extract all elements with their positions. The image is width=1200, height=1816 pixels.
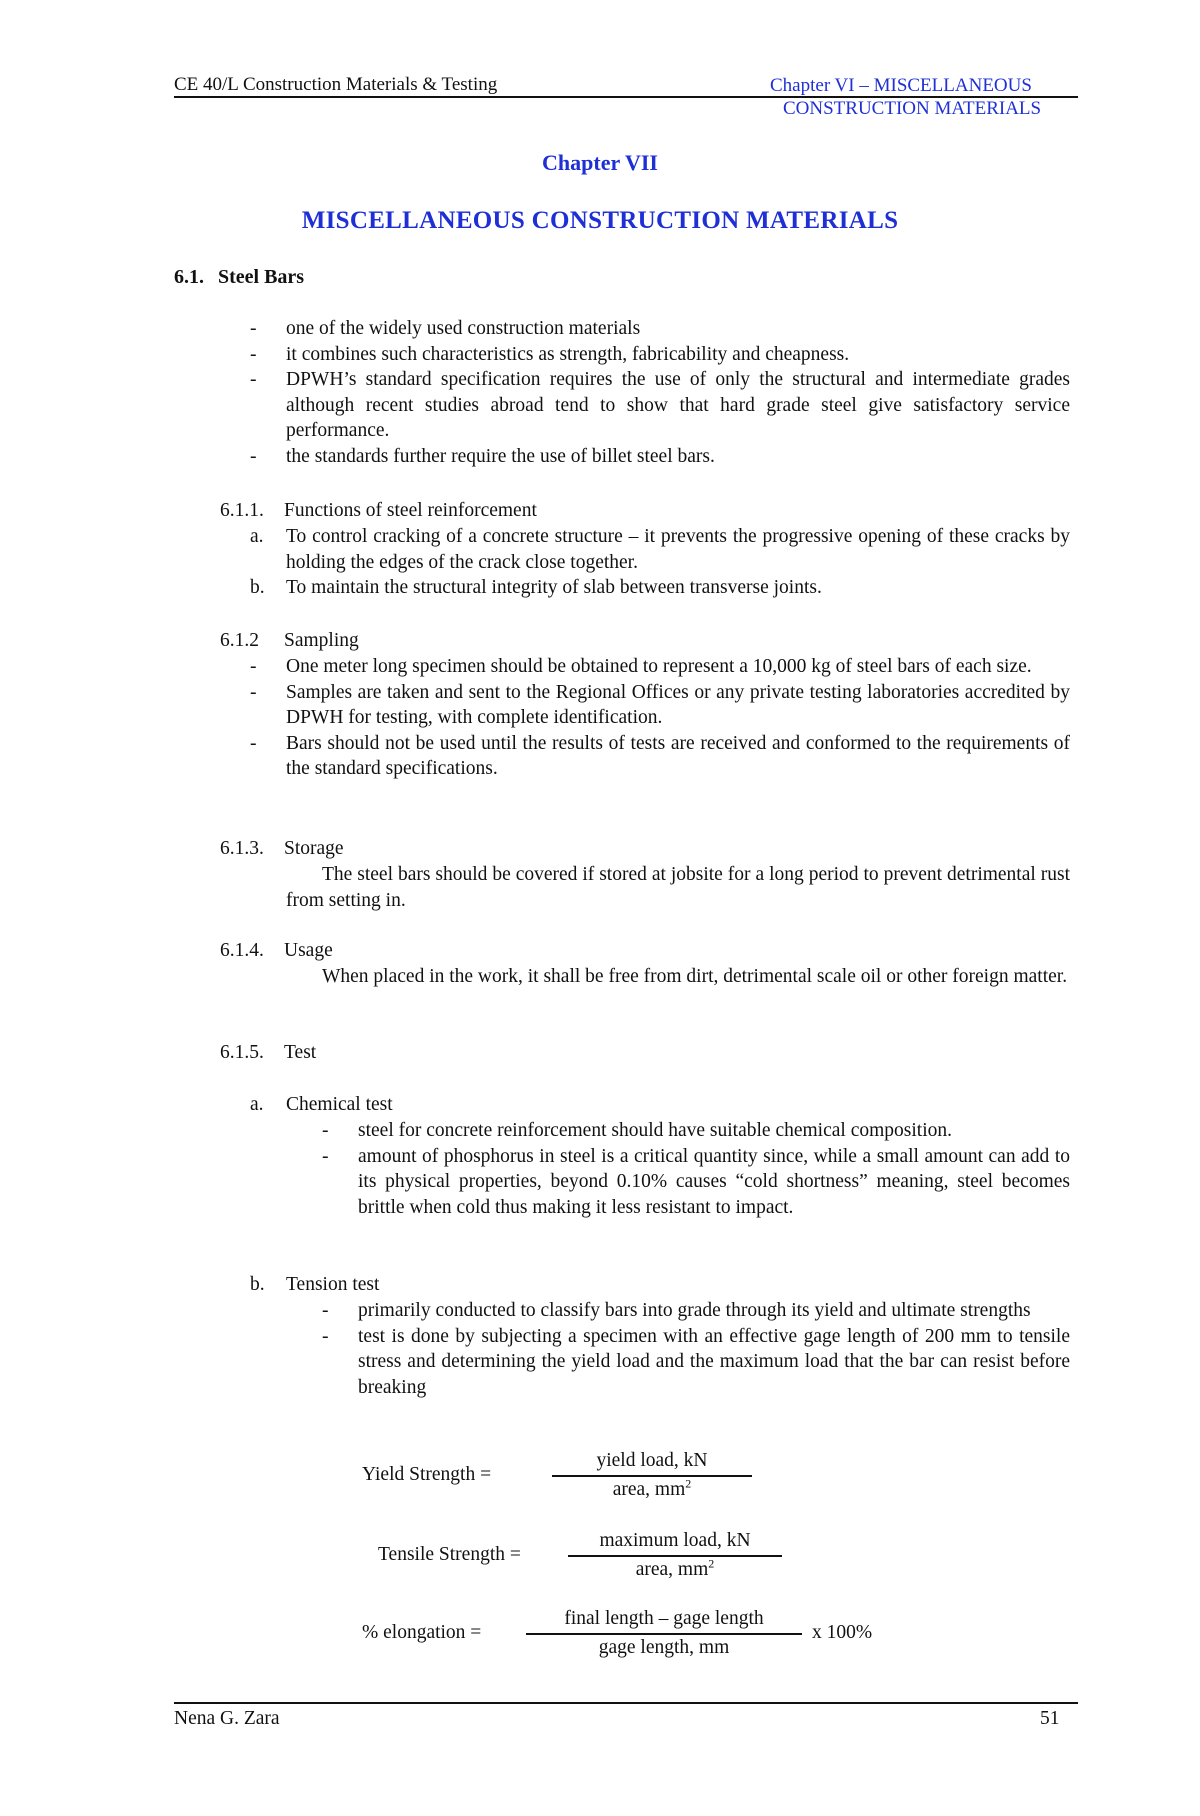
list-item-text: To control cracking of a concrete structure – it prevents the progressive opening of these cracks by holding the edges of the crack close together. bbox=[286, 526, 1070, 573]
list-item bbox=[322, 1298, 1070, 1324]
yield-strength-label: Yield Strength = bbox=[362, 1464, 492, 1485]
bullet-marker: - bbox=[322, 1120, 329, 1141]
usage-paragraph: When placed in the work, it shall be free from dirt, detrimental scale oil or other foreign matter. bbox=[322, 966, 1068, 987]
letter-marker: b. bbox=[250, 1274, 265, 1295]
sampling-list bbox=[250, 654, 1070, 782]
list-item-text: Bars should not be used until the results of tests are received and conformed to the requirements of the standard specifications. bbox=[286, 732, 1070, 779]
list-item bbox=[322, 1324, 1070, 1401]
fraction-numerator: maximum load, kN bbox=[599, 1530, 751, 1551]
page-title: MISCELLANEOUS CONSTRUCTION MATERIALS bbox=[301, 207, 899, 234]
section-title: Steel Bars bbox=[218, 266, 305, 288]
tension-test-heading bbox=[250, 1272, 379, 1298]
subsection-title: Functions of steel reinforcement bbox=[284, 500, 537, 521]
bullet-marker: - bbox=[250, 732, 257, 754]
fraction-denominator: gage length, mm bbox=[598, 1637, 730, 1658]
test-title: Tension test bbox=[286, 1274, 380, 1295]
page-number: 51 bbox=[1040, 1708, 1060, 1729]
bullet-marker: - bbox=[322, 1325, 329, 1347]
subsection-number: 6.1.3. bbox=[220, 838, 264, 859]
header-rule bbox=[174, 96, 1078, 98]
subsection-number: 6.1.2 bbox=[220, 630, 259, 651]
list-item-text: Samples are taken and sent to the Regional Offices or any private testing laboratories accredited by DPWH for testing, with complete identification. bbox=[286, 681, 1070, 728]
list-item bbox=[250, 575, 1070, 601]
subsection-heading-test bbox=[220, 1040, 316, 1066]
list-item bbox=[250, 731, 1070, 782]
subsection-number: 6.1.1. bbox=[220, 500, 264, 521]
bullet-marker: - bbox=[250, 369, 257, 390]
chemical-test-list bbox=[322, 1118, 1070, 1220]
list-item bbox=[322, 1144, 1070, 1221]
list-item bbox=[250, 654, 1070, 680]
chapter-label: Chapter VII bbox=[542, 150, 658, 175]
letter-marker: a. bbox=[250, 1094, 264, 1115]
list-item-text: DPWH’s standard specification requires the use of only the structural and intermediate grades although recent studies abroad tend to show that hard grade steel give satisfactory service performance. bbox=[286, 369, 1070, 441]
letter-marker: a. bbox=[250, 526, 264, 547]
section-number: 6.1. bbox=[174, 266, 204, 288]
list-item bbox=[250, 342, 1070, 368]
subsection-heading-functions bbox=[220, 498, 537, 524]
subsection-number: 6.1.5. bbox=[220, 1042, 264, 1063]
subsection-title: Storage bbox=[284, 838, 344, 859]
footer-rule bbox=[174, 1702, 1078, 1704]
subsection-number: 6.1.4. bbox=[220, 940, 264, 961]
subsection-title: Usage bbox=[284, 940, 333, 961]
bullet-marker: - bbox=[250, 445, 257, 467]
bullet-marker: - bbox=[322, 1145, 329, 1167]
fraction-numerator: final length – gage length bbox=[564, 1608, 764, 1629]
bullet-marker: - bbox=[250, 318, 257, 339]
list-item-text: it combines such characteristics as strength, fabricability and cheapness. bbox=[286, 343, 850, 365]
yield-strength-fraction bbox=[552, 1448, 752, 1503]
list-item-text: one of the widely used construction materials bbox=[286, 318, 641, 339]
functions-list bbox=[250, 524, 1070, 601]
subsection-heading-sampling bbox=[220, 628, 359, 654]
bullet-marker: - bbox=[250, 343, 257, 365]
elongation-label: % elongation = bbox=[362, 1622, 482, 1643]
list-item bbox=[322, 1118, 1070, 1144]
list-item-text: steel for concrete reinforcement should have suitable chemical composition. bbox=[358, 1120, 952, 1141]
tensile-strength-label: Tensile Strength = bbox=[378, 1544, 521, 1565]
list-item bbox=[250, 680, 1070, 731]
list-item-text: the standards further require the use of billet steel bars. bbox=[286, 445, 715, 467]
tension-test-list bbox=[322, 1298, 1070, 1400]
bullet-marker: - bbox=[322, 1300, 329, 1321]
fraction-denominator: area, $mm^2$ bbox=[635, 1556, 715, 1580]
storage-paragraph: The steel bars should be covered if stored at jobsite for a long period to prevent detrimental rust from setting in. bbox=[286, 864, 1070, 911]
subsection-title: Sampling bbox=[284, 630, 359, 651]
list-item-text: To maintain the structural integrity of slab between transverse joints. bbox=[286, 577, 822, 598]
subsection-heading-storage bbox=[220, 836, 344, 862]
fraction-denominator: area, $mm^2$ bbox=[612, 1476, 692, 1500]
list-item-text: primarily conducted to classify bars into grade through its yield and ultimate strengths bbox=[358, 1300, 1031, 1321]
list-item bbox=[250, 444, 1070, 470]
list-item-text: amount of phosphorus in steel is a critical quantity since, while a small amount can add to its physical properties, beyond 0.10% causes “cold shortness” meaning, steel becomes brittle when cold thus making it less resistant to impact. bbox=[358, 1145, 1070, 1218]
chemical-test-heading bbox=[250, 1092, 393, 1118]
list-item bbox=[250, 367, 1070, 444]
header-chapter-line1: Chapter VI – MISCELLANEOUS bbox=[770, 75, 1032, 96]
elongation-fraction bbox=[526, 1606, 802, 1661]
subsection-heading-usage bbox=[220, 938, 333, 964]
header-chapter-line2: CONSTRUCTION MATERIALS bbox=[783, 98, 1042, 119]
tensile-strength-fraction bbox=[568, 1528, 782, 1583]
fraction-numerator: yield load, kN bbox=[596, 1450, 708, 1471]
header-course: CE 40/L Construction Materials & Testing bbox=[174, 74, 498, 95]
subsection-title: Test bbox=[284, 1042, 317, 1063]
list-item bbox=[250, 524, 1070, 575]
bullet-marker: - bbox=[250, 656, 257, 677]
letter-marker: b. bbox=[250, 577, 265, 598]
footer-author: Nena G. Zara bbox=[174, 1708, 280, 1729]
list-item-text: test is done by subjecting a specimen with an effective gage length of 200 mm to tensile stress and determining the yield load and the maximum load that the bar can resist before breaking bbox=[358, 1325, 1070, 1398]
list-item bbox=[250, 316, 1070, 342]
elongation-multiplier: x 100% bbox=[812, 1622, 873, 1643]
section-heading bbox=[174, 266, 304, 289]
intro-bullet-list bbox=[250, 316, 1070, 469]
list-item-text: One meter long specimen should be obtained to represent a 10,000 kg of steel bars of each size. bbox=[286, 656, 1032, 677]
bullet-marker: - bbox=[250, 681, 257, 703]
test-title: Chemical test bbox=[286, 1094, 393, 1115]
